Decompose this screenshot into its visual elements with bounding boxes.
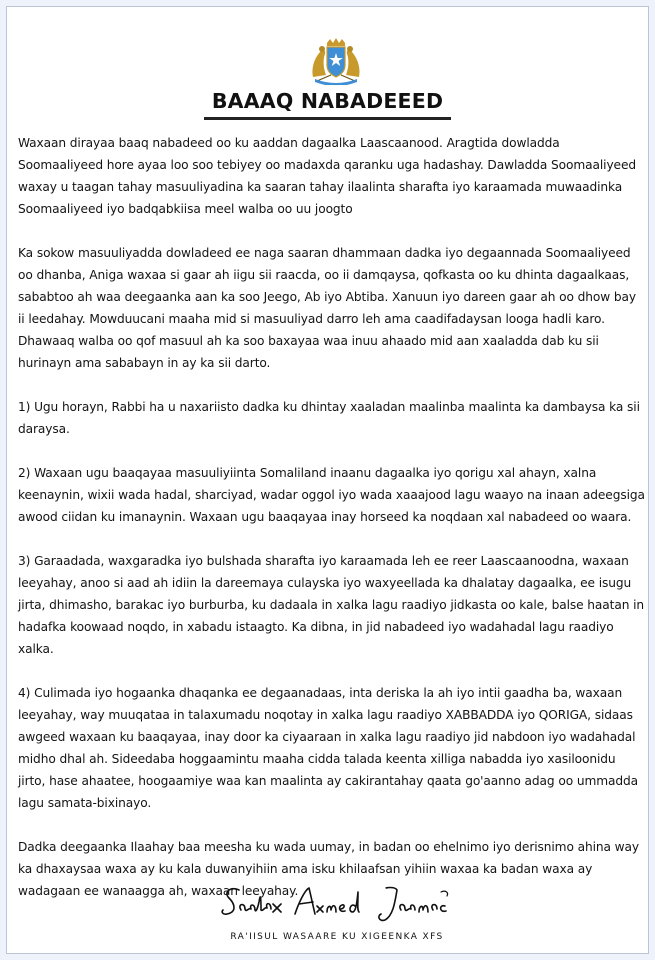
somalia-coat-of-arms-icon [307, 37, 365, 85]
paragraph-point-4: 4) Culimada iyo hogaanka dhaqanka ee degaanadaas, inta deriska la ah iyo intii gaadha ba, waxaan leeyahay, way muuqataa in talaxumadu noqotay in xalka lagu raadiyo XABBADDA iyo QORIGA, sidaas awgeed waxaan ku baaqayaa, inay door ka ciyaaraan in xalka lagu raadiyo jid nabdoon iyo wadahadal midho dhal ah. Sideedaba hoggaamintu maaha cidda talada keenta xilliga nabadda iyo xasiloonidu jirto, hase ahaatee, hoogaamiye waa kan maalinta ay cakirantahay qaata go'aanno adag oo ummadda lagu samata-bixinayo. [18, 686, 639, 810]
paragraph-point-2: 2) Waxaan ugu baaqayaa masuuliyiinta Somaliland inaanu dagaalka iyo qorigu xal ahayn, xalna keenaynin, wixii wada hadal, sharciyad, wadar oggol iyo wada xaaajood lagu waayo na inaan adeegsiga awood ciidan ku imanaynin. Waxaan ugu baaqayaa inay horseed ka noqdaan xal nabadeed oo waara. [18, 466, 645, 524]
signatory-position: RA'IISUL WASAARE KU XIGEENKA XFS [230, 932, 444, 942]
paragraph-intro: Waxaan dirayaa baaq nabadeed oo ku aaddan dagaalka Laascaanood. Aragtida dowladda Soomaaliyeed hore ayaa loo soo tebiyey oo madaxda qaranku uga hadashay. Dawladda Soomaaliyeed waxay u taagan tahay masuuliyadina ka saaran tahay ilaalinta sharafta iyo karaamada muwaadinka Soomaaliyeed iyo badqabkiisa meel walba oo uu joogto [18, 136, 636, 216]
handwritten-signature [219, 882, 454, 926]
document-title: BAAAQ NABADEEED [204, 89, 451, 120]
paragraph-closing: Dadka deegaanka Ilaahay baa meesha ku wada uumay, in badan oo ehelnimo iyo derisnimo ahina way ka dhaxaysaa waxa ay ku kala duwanyihiin ama isku khilaafsan yihiin waxaa ka badan waxa ay wadagaan ee wanaagga ah, waxaan leeyahay. [18, 840, 639, 898]
paragraph-point-1: 1) Ugu horayn, Rabbi ha u naxariisto dadka ku dhintay xaaladan maalinba maalinta ka dambaysa ka sii daraysa. [18, 400, 640, 436]
paragraph-responsibility: Ka sokow masuuliyadda dowladeed ee naga saaran dhammaan dadka iyo degaannada Soomaaliyeed oo dhanba, Aniga waxaa si gaar ah iigu sii raacda, oo ii damqaysa, qofkasta oo ku dhinta dagaalkaas, sababtoo ah waa deegaanka aan ka soo Jeego, Ab iyo Abtiba. Xanuun iyo dareen gaar ah oo dhow bay ii leedahay. Mowduucani maaha mid si masuuliyad darro leh ama caadifadaysan looga hadli karo. Dhawaaq walba oo qof masuul ah ka soo baxayaa waa inuu ahaado mid aan xaaladda dab ku sii hurinayn ama sababayn in ay ka sii darto. [18, 246, 636, 370]
paragraph-point-3: 3) Garaadada, waxgaradka iyo bulshada sharafta iyo karaamada leh ee reer Laascaanoodna, waxaan leeyahay, anoo si aad ah idiin la dareemaya culayska iyo waxyeellada ka dhalatay dagaalka, ee isugu jirta, dhimasho, barakac iyo burburba, ku dadaala in xalka lagu raadiyo jidkasta oo kale, balse haatan in hadafka koowaad noqdo, in xabadu istaagto. Ka dibna, in jid nabadeed iyo wadahadal lagu raadiyo xalka. [18, 554, 645, 656]
document-page [6, 6, 649, 954]
title-wrap [7, 89, 648, 120]
signature-block [207, 882, 467, 942]
document-body [18, 132, 646, 924]
